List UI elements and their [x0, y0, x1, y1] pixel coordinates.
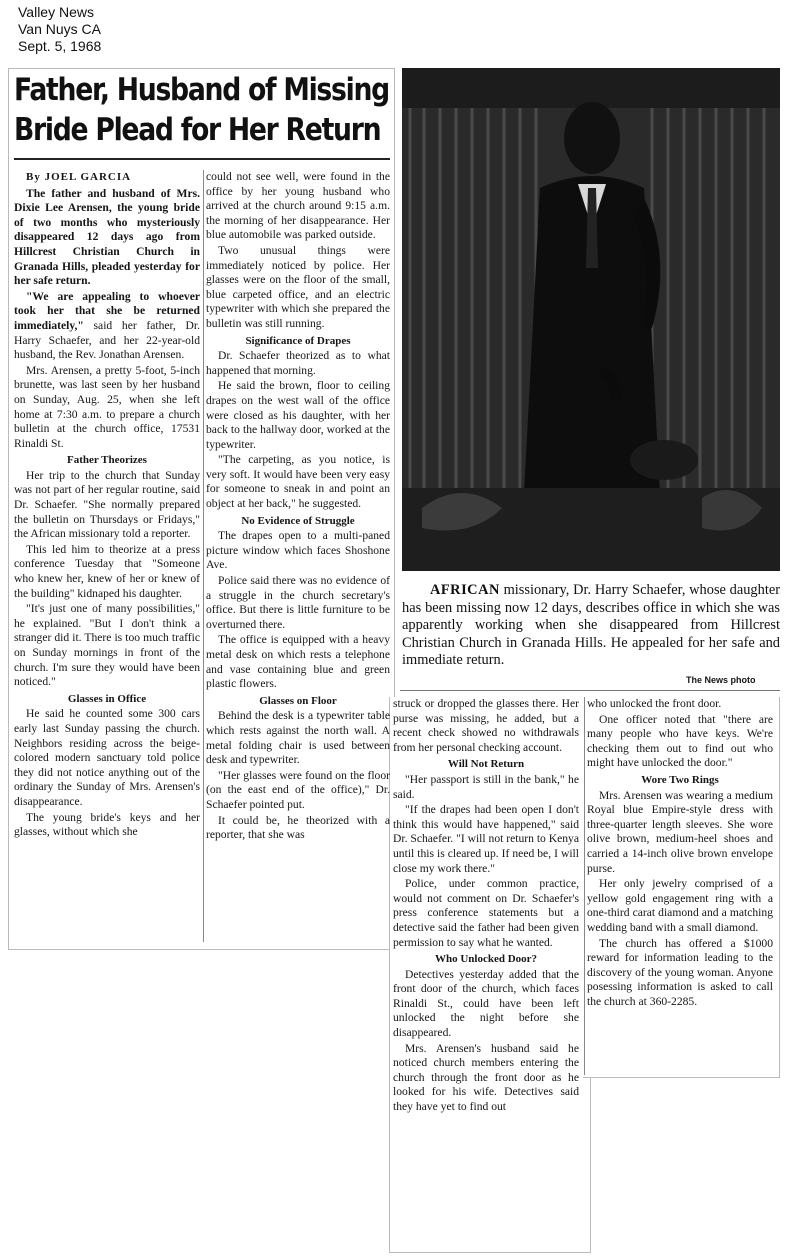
subhead: Significance of Drapes	[245, 334, 351, 347]
subhead: No Evidence of Struggle	[241, 514, 355, 527]
caption-text: missionary, Dr. Harry Schaefer, whose daughter has been missing now 12 days, describes office in which she was apparently working when she disappeared from Hillcrest Christian Church in Granada Hills. He appealed for her safe and immediate return.	[402, 582, 780, 669]
paragraph: "If the drapes had been open I don't think this would have happened," said Dr. Schaefer. "I will not return to Kenya until this is cleared up. If need be, I will close my work there."	[393, 803, 579, 875]
headline-line-2: Bride Plead for Her Return	[14, 112, 381, 148]
photo-caption	[402, 582, 780, 670]
headline-line-1: Father, Husband of Missing	[14, 72, 389, 108]
paragraph: The drapes open to a multi-paned picture window which faces Shoshone Ave.	[206, 529, 390, 572]
paragraph: "We are appealing to whoever took her that she be returned immediately," said her father, Dr. Harry Schaefer, and her 22-year-old husband, the Rev. Jonathan Arensen.	[14, 289, 200, 362]
photo-figure	[402, 68, 780, 571]
article-column-1	[14, 170, 200, 841]
caption-lead: AFRICAN	[430, 582, 500, 598]
subhead: Glasses in Office	[67, 692, 147, 705]
caption-rule	[400, 690, 780, 691]
paragraph: Detectives yesterday added that the front door of the church, which faces Rinaldi St., could have been left unlocked the night before she disappeared.	[393, 967, 579, 1040]
byline: By JOEL GARCIA	[26, 171, 132, 183]
paragraph: Mrs. Arensen's husband said he noticed church members entering the church through the front door as he looked for his wife. Detectives said they have yet to find out	[393, 1041, 579, 1114]
paragraph: "Her glasses were found on the floor (on the east end of the office)," Dr. Schaefer pointed put.	[206, 768, 390, 811]
subhead: Wore Two Rings	[641, 773, 719, 786]
source-paper: Valley News	[18, 4, 94, 20]
headline-rule	[14, 158, 390, 160]
headline	[14, 70, 389, 150]
paragraph: "Her passport is still in the bank," he said.	[393, 772, 579, 801]
subhead: Father Theorizes	[67, 454, 147, 467]
column-divider	[584, 697, 585, 1075]
paragraph: "It's just one of many possibilities," he explained. "But I don't think a stranger did it. There is too much traffic on Sunday mornings in front of the church. I'm sure they would have been noticed."	[14, 602, 200, 689]
paragraph: could not see well, were found in the office by her young husband who arrived at the church around 9:15 a.m. the morning of her disappearance. Her blue automobile was parked outside.	[206, 170, 390, 242]
paragraph: Dr. Schaefer theorized as to what happened that morning.	[206, 349, 390, 377]
paragraph: "The carpeting, as you notice, is very soft. It would have been very easy for someone to sneak in and point an object at her back," he suggested.	[206, 453, 390, 511]
photo-credit: The News photo	[686, 675, 756, 685]
paragraph: The father and husband of Mrs. Dixie Lee Arensen, the young bride of two months who mysteriously disappeared 12 days ago from Hillcrest Christian Church in Granada Hills, pleaded yesterday for her safe return.	[14, 186, 200, 288]
paragraph: He said he counted some 300 cars early last Sunday passing the church. Neighbors residing across the beige-colored modern sanctuary told police they did not notice anything out of the ordinary the Sunday of Mrs. Arensen's disappearance.	[14, 707, 200, 808]
subhead: Will Not Return	[447, 758, 525, 771]
article-column-3	[393, 697, 579, 1116]
paragraph: He said the brown, floor to ceiling drapes on the west wall of the office were closed as his daughter, with her back to the hallway door, worked at the typewriter.	[206, 379, 390, 451]
paragraph: Two unusual things were immediately noticed by police. Her glasses were on the floor of the small, blue carpeted office, and an electric typewriter with which she prepared the bulletin was still running.	[206, 243, 390, 330]
article-column-2	[206, 170, 390, 844]
paragraph: Mrs. Arensen was wearing a medium Royal blue Empire-style dress with three-quarter length sleeves. She wore olive brown, medium-heel shoes and carried a 14-inch olive brown envelope purse.	[587, 788, 773, 875]
subhead: Who Unlocked Door?	[434, 953, 538, 966]
paragraph: This led him to theorize at a press conference Tuesday that "Someone who knew her, knew of her or knew of the building" kidnaped his daughter.	[14, 542, 200, 600]
paragraph: Police said there was no evidence of a struggle in the church secretary's office. But there is little furniture to be overturned there.	[206, 574, 390, 631]
news-photo	[402, 68, 780, 571]
paragraph: Mrs. Arensen, a pretty 5-foot, 5-inch brunette, was last seen by her husband on Sunday, Aug. 25, when she left home at 7:30 a.m. to prepare a church bulletin at the church office, 17531 Rinaldi St.	[14, 363, 200, 450]
quote-lead: "We are appealing to whoever took her that she be returned immediately,"	[14, 289, 200, 332]
paragraph: Her trip to the church that Sunday was not part of her regular routine, said Dr. Schaefer. "She normally prepared the bulletin on Thursdays or Fridays," the African missionary told a reporter.	[14, 468, 200, 541]
paragraph: It could be, he theorized with a reporter, that she was	[206, 813, 390, 842]
column-divider	[203, 170, 204, 942]
source-city: Van Nuys CA	[18, 21, 101, 37]
paragraph: One officer noted that "there are many people who have keys. We're checking them out to find out who might have unlocked the door."	[587, 712, 773, 770]
source-date: Sept. 5, 1968	[18, 38, 102, 54]
source-note	[18, 4, 101, 55]
paragraph: Police, under common practice, would not comment on Dr. Schaefer's press conference statements but a detective said the father had been given permission to say what he wanted.	[393, 877, 579, 949]
paragraph: struck or dropped the glasses there. Her purse was missing, he added, but a recent check showed no withdrawals from her personal checking account.	[393, 697, 579, 754]
paragraph: Her only jewelry comprised of a yellow gold engagement ring with a one-third carat diamond and a matching wedding band with a small diamond.	[587, 877, 773, 934]
subhead: Glasses on Floor	[259, 694, 337, 707]
paragraph: The church has offered a $1000 reward for information leading to the discovery of the young woman. Anyone posessing information is asked to call the church at 360-2285.	[587, 936, 773, 1008]
paragraph: who unlocked the front door.	[587, 697, 722, 710]
paragraph: Behind the desk is a typewriter table which rests against the north wall. A metal folding chair is used between desk and typewriter.	[206, 709, 390, 767]
article-column-4	[587, 697, 773, 1010]
paragraph: The office is equipped with a heavy metal desk on which rests a telephone and vase containing blue and green plastic flowers.	[206, 633, 390, 691]
paragraph: The young bride's keys and her glasses, without which she	[14, 810, 200, 839]
